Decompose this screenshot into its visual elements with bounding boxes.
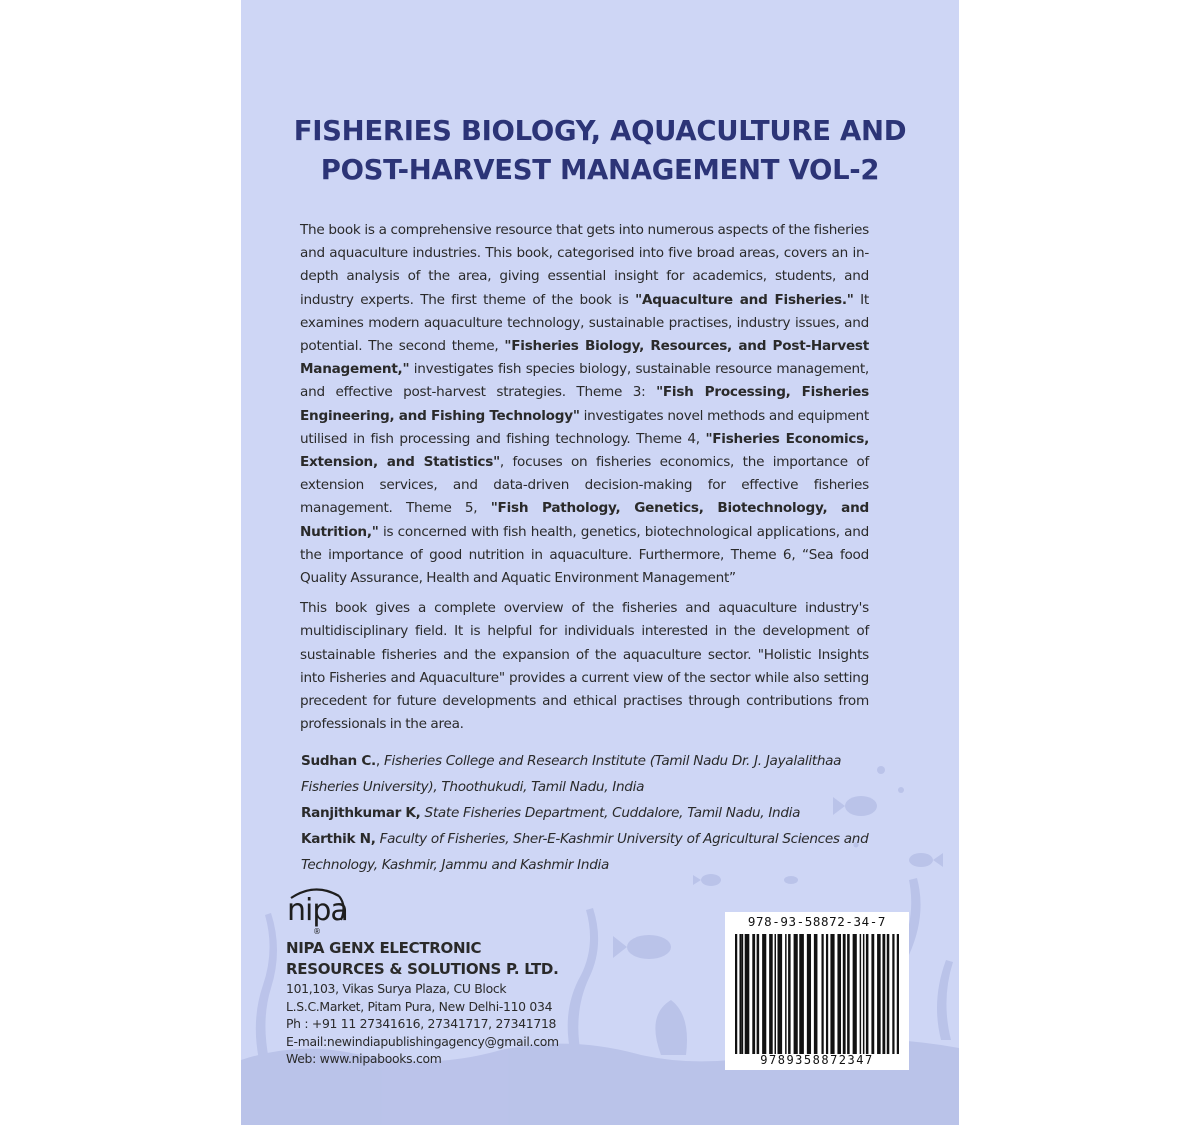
barcode-bar (877, 934, 881, 1054)
publisher-name-line-1: NIPA GENX ELECTRONIC (286, 939, 482, 957)
barcode-bar (892, 934, 894, 1054)
publisher-email: E-mail:newindiapublishingagency@gmail.com (286, 1033, 559, 1049)
barcode-bar (830, 934, 834, 1054)
barcode-bar (775, 934, 776, 1054)
book-title (241, 112, 959, 190)
barcode-bar (863, 934, 864, 1054)
description-paragraph-1 (300, 219, 869, 590)
isbn-number-bottom: 9789358872347 (760, 1053, 874, 1067)
logo-wordmark: nipa (287, 893, 348, 928)
barcode-bar (785, 934, 786, 1054)
isbn-number-top: 978-93-58872-34-7 (747, 914, 887, 929)
barcode-bar (826, 934, 828, 1054)
nipa-logo-icon (285, 884, 355, 936)
author-name: Ranjithkumar K, (301, 805, 421, 821)
logo-registered-mark: ® (313, 927, 321, 936)
barcode-bar (752, 934, 755, 1054)
barcode-bar (882, 934, 885, 1054)
barcode-bar (788, 934, 791, 1054)
book-title-line-2: POST-HARVEST MANAGEMENT VOL-2 (320, 154, 880, 186)
barcode-bar (794, 934, 798, 1054)
barcode-bar (887, 934, 890, 1054)
barcode-bar (866, 934, 869, 1054)
author-separator: , (375, 753, 384, 769)
barcode-bar (897, 934, 899, 1054)
barcode-bar (762, 934, 766, 1054)
barcode-bar (821, 934, 823, 1054)
barcode-bar (745, 934, 750, 1054)
p1-theme-4: "Fisheries Economics, Extension, and Statistics" (300, 430, 869, 471)
author-entry (301, 800, 881, 826)
publisher-name-line-2: RESOURCES & SOLUTIONS P. LTD. (286, 960, 559, 978)
p1-theme-5: "Fish Pathology, Genetics, Biotechnology, and Nutrition," (300, 500, 870, 540)
book-title-line-1: FISHERIES BIOLOGY, AQUACULTURE AND (293, 115, 907, 147)
publisher-address-line-2: L.S.C.Market, Pitam Pura, New Delhi-110 034 (286, 998, 553, 1014)
barcode-bar (735, 934, 737, 1054)
p1-segment: The book is a comprehensive resource that gets into numerous aspects of the fisheries and aquaculture industries. This book, categorised into five broad areas, covers an in-depth analysis of the area, giving essential insight for academics, students, and industry experts. The first theme of the book is (300, 222, 869, 308)
barcode-bar (742, 934, 743, 1054)
book-description (300, 219, 869, 743)
publisher-address-line-1: 101,103, Vikas Surya Plaza, CU Block (286, 981, 507, 996)
barcode-bar (739, 934, 741, 1054)
p1-segment: , focuses on fisheries economics, the importance of extension services, and data-driven decision-making for effective fisheries management. Theme 5, (300, 454, 869, 517)
author-affiliation: Faculty of Fisheries, Sher-E-Kashmir University of Agricultural Sciences and Technology, Kashmir, Jammu and Kashmir India (301, 831, 869, 873)
barcode-bar (807, 934, 811, 1054)
barcode-bar (799, 934, 804, 1054)
barcode-bar (769, 934, 773, 1054)
publisher-website: Web: www.nipabooks.com (286, 1051, 442, 1066)
p1-theme-1: "Aquaculture and Fisheries." (635, 291, 854, 308)
barcode-icon (733, 934, 903, 1054)
barcode-bar (847, 934, 850, 1054)
barcode-bar (814, 934, 818, 1054)
p1-theme-3: "Fish Processing, Fisheries Engineering, and Fishing Technology" (300, 384, 869, 424)
p1-theme-2: "Fisheries Biology, Resources, and Post-Harvest Management," (300, 338, 870, 378)
author-affiliation: Fisheries College and Research Institute (Tamil Nadu Dr. J. Jayalalithaa Fisheries University), Thoothukudi, Tamil Nadu, India (301, 753, 842, 795)
barcode-bar (843, 934, 846, 1054)
barcode-bar (777, 934, 782, 1054)
book-back-cover (241, 0, 959, 1125)
p1-segment: investigates novel methods and equipment utilised in fish processing and fishing technology. Theme 4, (300, 407, 869, 447)
p1-segment: It examines modern aquaculture technology, sustainable practises, industry issues, and potential. The second theme, (300, 291, 869, 355)
author-list (301, 748, 881, 878)
barcode-bar (853, 934, 857, 1054)
description-paragraph-2: This book gives a complete overview of the fisheries and aquaculture industry's multidisciplinary field. It is helpful for individuals interested in the development of sustainable fisheries and the expansion of the aquaculture sector. "Holistic Insights into Fisheries and Aquaculture" provides a current view of the sector while also setting precedent for future developments and ethical practises through contributions from professionals in the area. (300, 600, 869, 733)
barcode-bar (837, 934, 841, 1054)
barcode-bar (757, 934, 760, 1054)
p1-segment: is concerned with fish health, genetics, biotechnological applications, and the importance of good nutrition in aquaculture. Furthermore, Theme 6, “Sea food Quality Assurance, Health and Aquatic Environment Management” (300, 523, 869, 587)
barcode-bar (871, 934, 874, 1054)
isbn-barcode (725, 912, 909, 1070)
p1-segment: investigates fish species biology, sustainable resource management, and effective post-harvest strategies. Theme 3: (300, 361, 869, 401)
barcode-bar (860, 934, 861, 1054)
author-name: Karthik N, (301, 831, 376, 847)
author-affiliation: State Fisheries Department, Cuddalore, Tamil Nadu, India (424, 805, 801, 821)
publisher-phone: Ph : +91 11 27341616, 27341717, 27341718 (286, 1016, 557, 1031)
author-entry (301, 748, 881, 800)
author-entry (301, 826, 881, 878)
author-name: Sudhan C. (301, 753, 376, 769)
publisher-block (286, 938, 646, 1068)
